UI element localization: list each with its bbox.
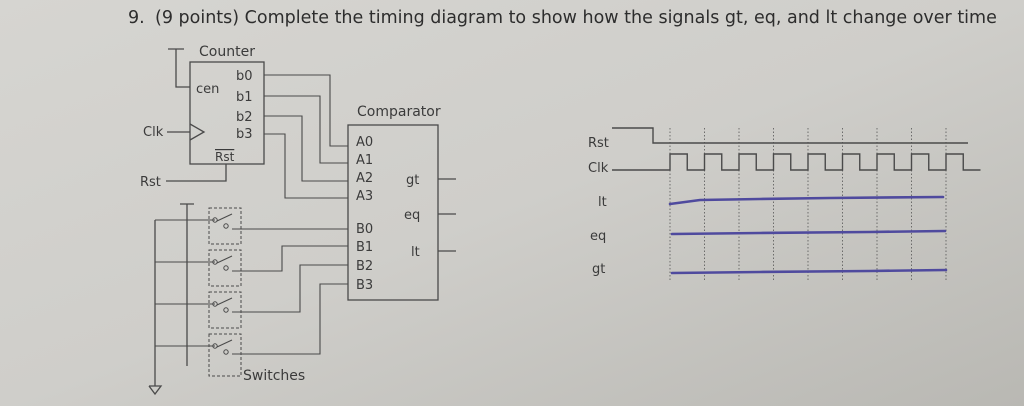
comparator-input-a1: A1 <box>356 153 374 168</box>
comparator-output-lt: lt <box>411 245 420 260</box>
question-text: (9 points) Complete the timing diagram to show how the signals gt, eq, and lt change over time <box>155 8 997 28</box>
counter-output-b2: b2 <box>236 110 253 125</box>
comparator-input-b0: B0 <box>356 222 374 237</box>
comparator-input-b2: B2 <box>356 259 374 274</box>
counter-output-b1: b1 <box>236 90 253 105</box>
rst-input-label: Rst <box>140 175 161 190</box>
counter-reset-label: Rst <box>215 150 235 164</box>
counter-enable-label: cen <box>196 82 220 97</box>
clk-input-label: Clk <box>143 125 164 140</box>
comparator-output-eq: eq <box>404 208 421 223</box>
switches-label: Switches <box>243 368 306 384</box>
comparator-input-b3: B3 <box>356 278 374 293</box>
question-number: 9. <box>128 8 145 28</box>
comparator-output-gt: gt <box>406 173 420 188</box>
comparator-input-a0: A0 <box>356 135 374 150</box>
timing-label-lt: lt <box>598 195 607 210</box>
comparator-input-b1: B1 <box>356 240 374 255</box>
timing-label-clk: Clk <box>588 161 609 176</box>
comparator-input-a3: A3 <box>356 189 374 204</box>
counter-output-b3: b3 <box>236 127 253 142</box>
counter-title: Counter <box>199 44 255 60</box>
timing-label-eq: eq <box>590 229 607 244</box>
counter-output-b0: b0 <box>236 69 253 84</box>
timing-label-rst: Rst <box>588 136 609 151</box>
timing-label-gt: gt <box>592 262 606 277</box>
comparator-title: Comparator <box>357 104 441 120</box>
comparator-input-a2: A2 <box>356 171 374 186</box>
